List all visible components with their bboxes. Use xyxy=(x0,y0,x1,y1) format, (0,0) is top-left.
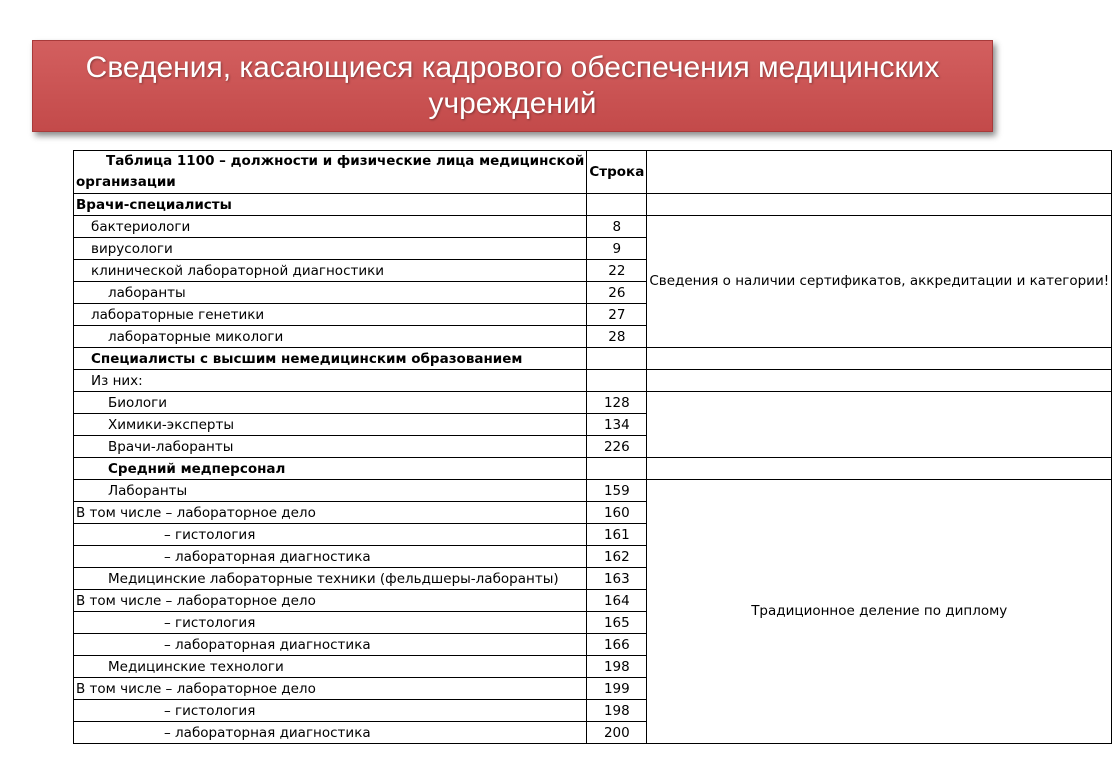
note-cell-empty xyxy=(647,194,1112,216)
header-name-cell xyxy=(74,151,587,194)
row-number: 198 xyxy=(587,700,647,722)
table-row xyxy=(74,458,1112,480)
row-label: лабораторные микологи xyxy=(74,326,587,348)
row-number: 22 xyxy=(587,260,647,282)
row-number: 165 xyxy=(587,612,647,634)
row-number: 199 xyxy=(587,678,647,700)
note-certificates: Сведения о наличии сертификатов, аккредитации и категории! xyxy=(647,216,1112,348)
table-header-row xyxy=(74,151,1112,194)
row-number: 226 xyxy=(587,436,647,458)
row-label: Врачи-лаборанты xyxy=(74,436,587,458)
row-label: Лаборанты xyxy=(74,480,587,502)
row-label: Химики-эксперты xyxy=(74,414,587,436)
row-number xyxy=(587,348,647,370)
row-label: – лабораторная диагностика xyxy=(74,722,587,744)
table-row xyxy=(74,392,1112,414)
staffing-table xyxy=(73,150,1112,744)
row-label: – лабораторная диагностика xyxy=(74,546,587,568)
row-label: Биологи xyxy=(74,392,587,414)
row-label: В том числе – лабораторное дело xyxy=(74,590,587,612)
row-number: 161 xyxy=(587,524,647,546)
row-number: 27 xyxy=(587,304,647,326)
row-label: Специалисты с высшим немедицинским образованием xyxy=(74,348,587,370)
table-row xyxy=(74,480,1112,502)
row-number: 160 xyxy=(587,502,647,524)
row-label: В том числе – лабораторное дело xyxy=(74,502,587,524)
row-label: лабораторные генетики xyxy=(74,304,587,326)
table-row xyxy=(74,370,1112,392)
row-number: 9 xyxy=(587,238,647,260)
row-number: 162 xyxy=(587,546,647,568)
row-number: 8 xyxy=(587,216,647,238)
row-label: Медицинские лабораторные техники (фельдшеры-лаборанты) xyxy=(74,568,587,590)
row-label: Медицинские технологи xyxy=(74,656,587,678)
row-number xyxy=(587,194,647,216)
title-banner xyxy=(32,40,993,132)
row-label: – гистология xyxy=(74,524,587,546)
row-label: Средний медперсонал xyxy=(74,458,587,480)
row-number xyxy=(587,370,647,392)
row-number: 164 xyxy=(587,590,647,612)
row-number: 159 xyxy=(587,480,647,502)
row-number: 134 xyxy=(587,414,647,436)
row-label: вирусологи xyxy=(74,238,587,260)
row-number xyxy=(587,458,647,480)
slide-title: Сведения, касающиеся кадрового обеспечения медицинских учреждений xyxy=(85,51,940,120)
row-label: бактериологи xyxy=(74,216,587,238)
row-label: Врачи-специалисты xyxy=(74,194,587,216)
row-label: – гистология xyxy=(74,700,587,722)
row-number: 163 xyxy=(587,568,647,590)
row-number: 26 xyxy=(587,282,647,304)
note-cell-empty xyxy=(647,458,1112,480)
row-label: лаборанты xyxy=(74,282,587,304)
row-number: 166 xyxy=(587,634,647,656)
table-row xyxy=(74,194,1112,216)
row-number: 28 xyxy=(587,326,647,348)
row-label: клинической лабораторной диагностики xyxy=(74,260,587,282)
row-label: В том числе – лабораторное дело xyxy=(74,678,587,700)
table-row xyxy=(74,348,1112,370)
header-name-line2: организации xyxy=(76,174,176,190)
row-number: 198 xyxy=(587,656,647,678)
row-label: – лабораторная диагностика xyxy=(74,634,587,656)
note-cell-empty xyxy=(647,370,1112,392)
note-cell-empty xyxy=(647,348,1112,370)
header-row-col: Строка xyxy=(587,151,647,194)
table-row xyxy=(74,216,1112,238)
row-label: Из них: xyxy=(74,370,587,392)
row-number: 128 xyxy=(587,392,647,414)
note-cell-empty xyxy=(647,392,1112,458)
header-name-line1: Таблица 1100 – должности и физические лица медицинской xyxy=(106,153,585,169)
note-diploma: Традиционное деление по диплому xyxy=(647,480,1112,744)
header-note-cell xyxy=(647,151,1112,194)
row-label: – гистология xyxy=(74,612,587,634)
row-number: 200 xyxy=(587,722,647,744)
